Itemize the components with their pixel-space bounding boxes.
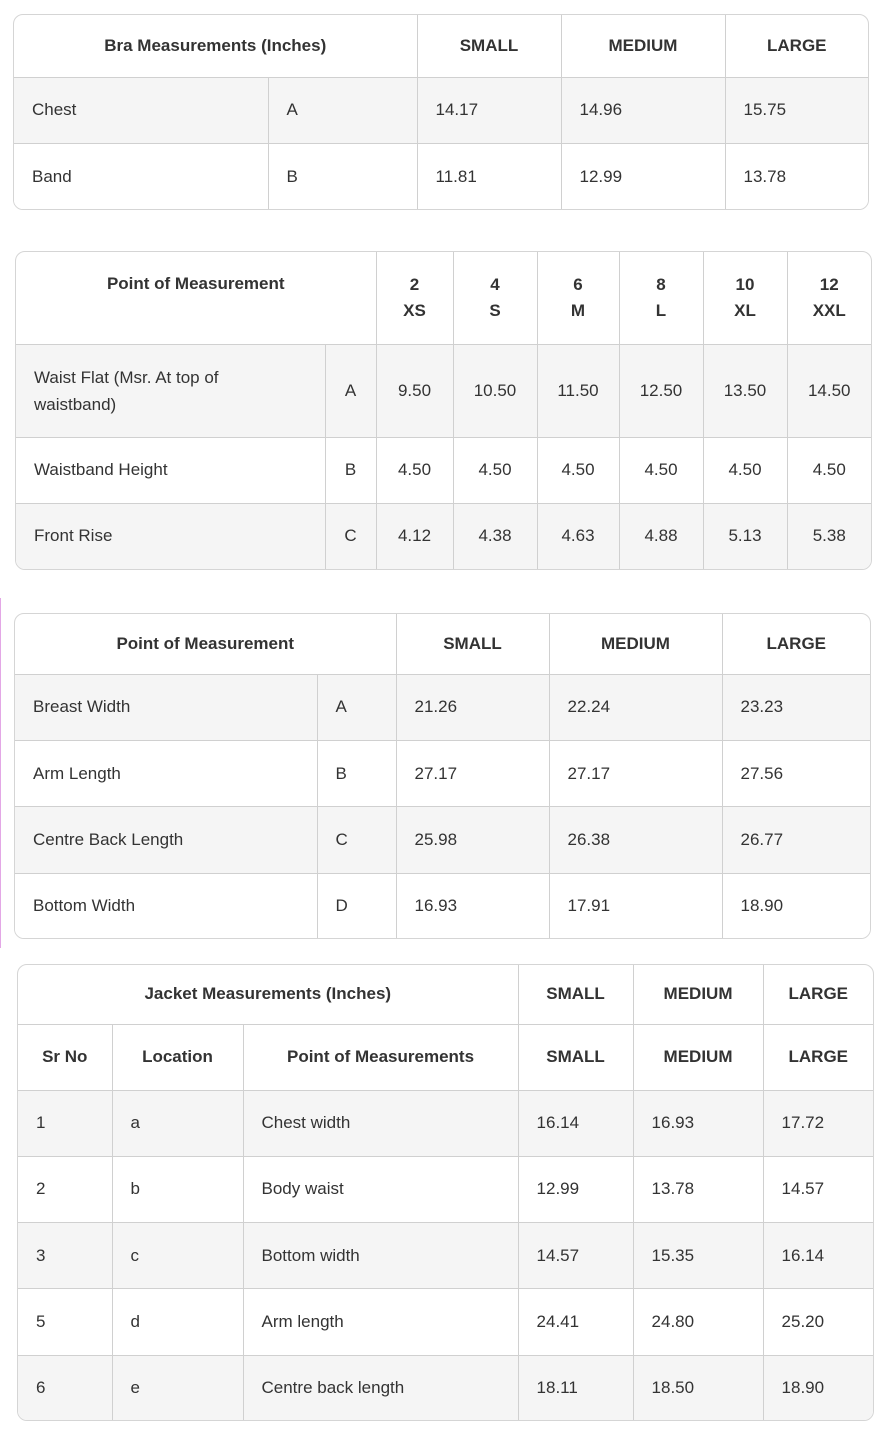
- table-cell: 13.50: [703, 344, 787, 437]
- table-cell: 27.56: [722, 740, 870, 806]
- bra-measurements-table: [13, 14, 869, 210]
- table-cell: Body waist: [243, 1156, 518, 1222]
- table-cell: B: [317, 740, 396, 806]
- table-cell: Front Rise: [16, 503, 325, 569]
- size-number: 10: [735, 274, 755, 294]
- table-cell: 16.93: [633, 1090, 763, 1156]
- table-cell: 17.72: [763, 1090, 873, 1156]
- size-header-cell: [376, 252, 453, 344]
- table-cell: Centre back length: [243, 1355, 518, 1420]
- table-cell: 26.77: [722, 807, 870, 873]
- table-cell: 16.14: [763, 1223, 873, 1289]
- table-cell: a: [112, 1090, 243, 1156]
- table-cell: e: [112, 1355, 243, 1420]
- table-cell: 11.50: [537, 344, 619, 437]
- size-number: 2: [409, 274, 420, 294]
- table-row: [18, 1090, 873, 1156]
- size-header-cell: [619, 252, 703, 344]
- table-row: [16, 344, 871, 437]
- table-header-row: [14, 15, 868, 77]
- table-cell: 9.50: [376, 344, 453, 437]
- table-cell: A: [325, 344, 376, 437]
- table-cell: 4.63: [537, 503, 619, 569]
- table-row: [15, 740, 870, 806]
- table-cell: Chest width: [243, 1090, 518, 1156]
- size-label: M: [570, 300, 586, 320]
- table-cell: B: [268, 144, 417, 209]
- table-cell: 5: [18, 1289, 112, 1355]
- size-header-cell: [537, 252, 619, 344]
- table-cell: 5.38: [787, 503, 871, 569]
- size-header-cell: [787, 252, 871, 344]
- table-cell: 4.50: [703, 437, 787, 503]
- header-cell: SMALL: [396, 614, 549, 674]
- table-cell: 25.98: [396, 807, 549, 873]
- table-cell: Chest: [14, 77, 268, 144]
- size-label: XS: [403, 300, 426, 320]
- table-row: [18, 1223, 873, 1289]
- header-cell: SMALL: [518, 965, 633, 1024]
- size-label: XL: [734, 300, 756, 320]
- table-cell: C: [325, 503, 376, 569]
- table-cell: 4.50: [453, 437, 537, 503]
- table-cell: 14.57: [518, 1223, 633, 1289]
- table-cell: 14.96: [561, 77, 725, 144]
- jacket-measurements-table: [17, 964, 874, 1421]
- table-row: [16, 437, 871, 503]
- table-cell: 26.38: [549, 807, 722, 873]
- table-cell: Band: [14, 144, 268, 209]
- table-cell: 18.90: [763, 1355, 873, 1420]
- table-cell: 14.17: [417, 77, 561, 144]
- header-cell: Location: [112, 1024, 243, 1090]
- table-cell: 14.57: [763, 1156, 873, 1222]
- table-cell: A: [268, 77, 417, 144]
- table-row: [18, 1355, 873, 1420]
- table-row: [15, 873, 870, 938]
- table-subheader-row: [18, 1024, 873, 1090]
- bottom-measurements-table: [15, 251, 872, 570]
- table-cell: Bottom Width: [15, 873, 317, 938]
- header-cell: Sr No: [18, 1024, 112, 1090]
- table-cell: 18.50: [633, 1355, 763, 1420]
- table-cell: Waist Flat (Msr. At top of waistband): [16, 344, 325, 437]
- header-cell: MEDIUM: [633, 1024, 763, 1090]
- table-row: [14, 77, 868, 144]
- table-cell: 17.91: [549, 873, 722, 938]
- header-cell: Bra Measurements (Inches): [14, 15, 417, 77]
- header-cell: MEDIUM: [549, 614, 722, 674]
- table-cell: Bottom width: [243, 1223, 518, 1289]
- table-cell: B: [325, 437, 376, 503]
- table-cell: d: [112, 1289, 243, 1355]
- size-label: XXL: [812, 300, 846, 320]
- table-cell: 18.90: [722, 873, 870, 938]
- table-cell: 1: [18, 1090, 112, 1156]
- header-cell: LARGE: [763, 1024, 873, 1090]
- table-cell: Centre Back Length: [15, 807, 317, 873]
- selection-edge-line: [0, 598, 1, 948]
- table-row: [15, 674, 870, 740]
- table-cell: 2: [18, 1156, 112, 1222]
- table-cell: 13.78: [633, 1156, 763, 1222]
- header-cell: MEDIUM: [561, 15, 725, 77]
- header-cell: LARGE: [722, 614, 870, 674]
- table-row: [18, 1156, 873, 1222]
- table-cell: 18.11: [518, 1355, 633, 1420]
- table-cell: c: [112, 1223, 243, 1289]
- table-cell: 3: [18, 1223, 112, 1289]
- header-cell: Point of Measurement: [16, 252, 376, 344]
- table-cell: 15.35: [633, 1223, 763, 1289]
- table-cell: 4.38: [453, 503, 537, 569]
- table-row: [14, 144, 868, 209]
- table-cell: 16.93: [396, 873, 549, 938]
- table-cell: 12.99: [518, 1156, 633, 1222]
- header-cell: LARGE: [763, 965, 873, 1024]
- table-cell: 4.50: [787, 437, 871, 503]
- table-cell: 6: [18, 1355, 112, 1420]
- table-cell: 14.50: [787, 344, 871, 437]
- table-cell: 4.88: [619, 503, 703, 569]
- table-row: [15, 807, 870, 873]
- top-measurements-table: [14, 613, 871, 939]
- size-number: 6: [573, 274, 583, 294]
- header-cell: MEDIUM: [633, 965, 763, 1024]
- size-number: 8: [656, 274, 666, 294]
- table-cell: 4.50: [376, 437, 453, 503]
- header-cell: Point of Measurement: [15, 614, 396, 674]
- table-cell: Arm length: [243, 1289, 518, 1355]
- table-cell: 21.26: [396, 674, 549, 740]
- table-cell: Waistband Height: [16, 437, 325, 503]
- table-cell: 16.14: [518, 1090, 633, 1156]
- table-cell: 11.81: [417, 144, 561, 209]
- table-cell: 24.41: [518, 1289, 633, 1355]
- table-cell: A: [317, 674, 396, 740]
- size-label: S: [489, 300, 501, 320]
- table-cell: 15.75: [725, 77, 868, 144]
- table-header-row: [18, 965, 873, 1024]
- size-header-cell: [453, 252, 537, 344]
- size-label: L: [655, 300, 667, 320]
- header-cell: LARGE: [725, 15, 868, 77]
- header-cell: SMALL: [417, 15, 561, 77]
- header-cell: Jacket Measurements (Inches): [18, 965, 518, 1024]
- table-cell: 5.13: [703, 503, 787, 569]
- table-cell: 23.23: [722, 674, 870, 740]
- size-number: 4: [490, 274, 500, 294]
- table-header-row: [16, 252, 871, 344]
- header-cell: SMALL: [518, 1024, 633, 1090]
- header-cell: Point of Measurements: [243, 1024, 518, 1090]
- table-cell: 12.99: [561, 144, 725, 209]
- table-cell: b: [112, 1156, 243, 1222]
- table-cell: 27.17: [549, 740, 722, 806]
- table-cell: Breast Width: [15, 674, 317, 740]
- table-cell: C: [317, 807, 396, 873]
- table-cell: D: [317, 873, 396, 938]
- table-header-row: [15, 614, 870, 674]
- table-row: [16, 503, 871, 569]
- table-cell: Arm Length: [15, 740, 317, 806]
- size-header-cell: [703, 252, 787, 344]
- table-cell: 12.50: [619, 344, 703, 437]
- table-cell: 4.50: [537, 437, 619, 503]
- table-cell: 25.20: [763, 1289, 873, 1355]
- table-cell: 10.50: [453, 344, 537, 437]
- table-cell: 22.24: [549, 674, 722, 740]
- table-cell: 13.78: [725, 144, 868, 209]
- table-cell: 4.12: [376, 503, 453, 569]
- table-cell: 27.17: [396, 740, 549, 806]
- size-number: 12: [819, 274, 839, 294]
- table-cell: 24.80: [633, 1289, 763, 1355]
- table-row: [18, 1289, 873, 1355]
- table-cell: 4.50: [619, 437, 703, 503]
